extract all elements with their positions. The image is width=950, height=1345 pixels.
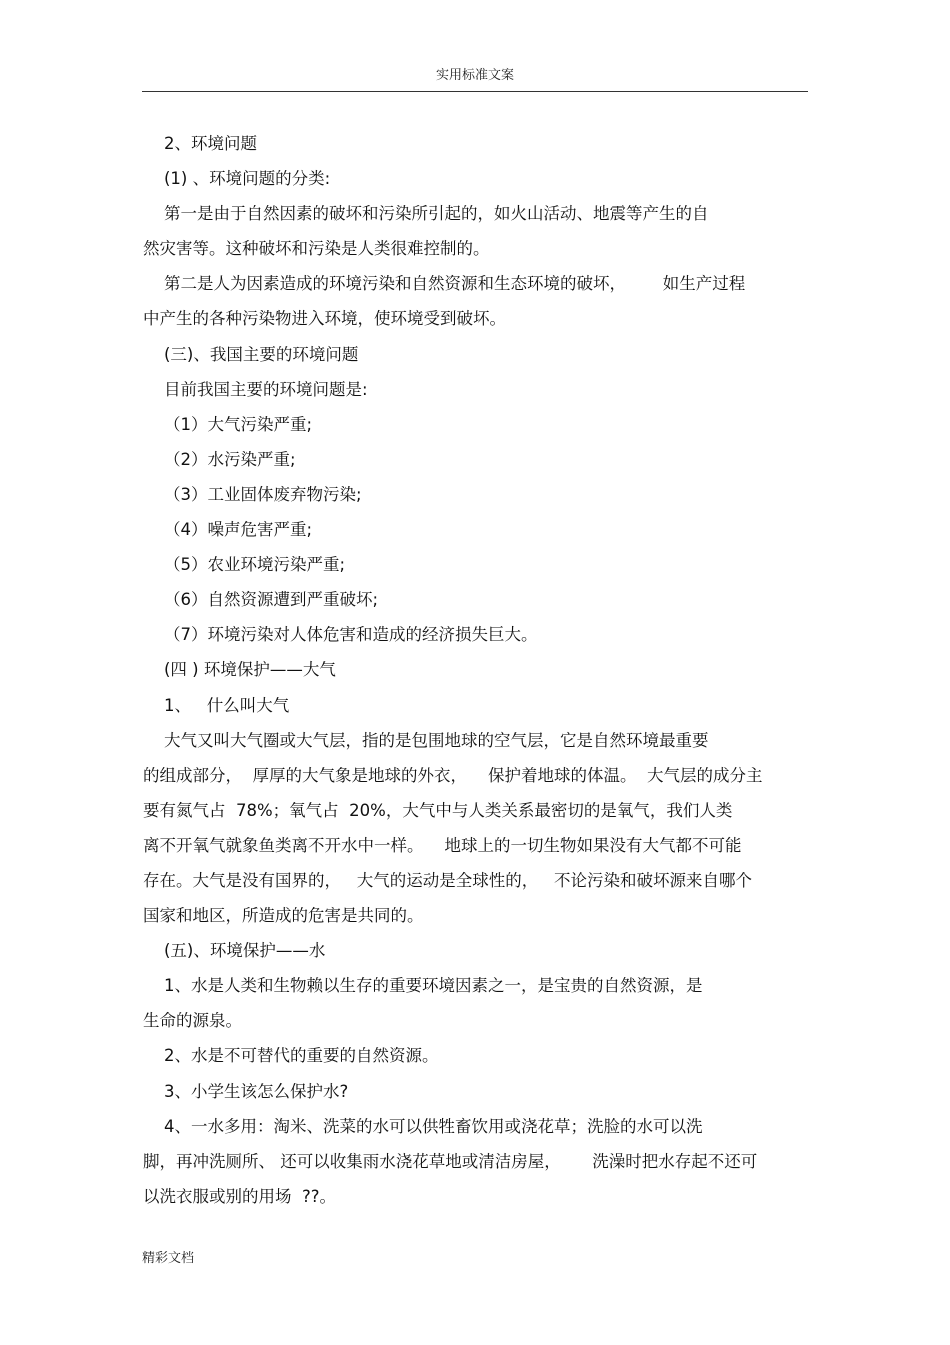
page-header: 实用标准文案 xyxy=(435,68,514,83)
text-line: (1) 、环境问题的分类: xyxy=(143,169,331,189)
text-line: 大气又叫大气圈或大气层，指的是包围地球的空气层，它是自然环境最重要 xyxy=(143,730,709,750)
text-line: 第一是由于自然因素的破坏和污染所引起的，如火山活动、地震等产生的自 xyxy=(143,204,709,224)
text-line: （2）水污染严重; xyxy=(143,449,296,469)
text-line: 存在。大气是没有国界的， 大气的运动是全球性的， 不论污染和破坏源来自哪个 xyxy=(143,870,752,890)
text-line: 国家和地区，所造成的危害是共同的。 xyxy=(143,906,424,926)
text-line: (五)、环境保护——水 xyxy=(143,941,326,961)
text-line: （3）工业固体废弃物污染; xyxy=(143,484,362,504)
text-line: 然灾害等。这种破坏和污染是人类很难控制的。 xyxy=(143,239,490,259)
text-line: (四 ) 环境保护——大气 xyxy=(143,660,336,680)
text-line: 1、 什么叫大气 xyxy=(143,695,290,715)
header-divider xyxy=(142,91,808,92)
text-line: 生命的源泉。 xyxy=(143,1011,242,1031)
text-line: 4、一水多用：淘米、洗菜的水可以供牲畜饮用或浇花草；洗脸的水可以洗 xyxy=(143,1116,703,1136)
text-line: （4）噪声危害严重; xyxy=(143,520,313,540)
text-line: 中产生的各种污染物进入环境，使环境受到破坏。 xyxy=(143,309,506,329)
text-line: 脚，再冲洗厕所、 还可以收集雨水浇花草地或清洁房屋， 洗澡时把水存起不还可 xyxy=(143,1151,758,1171)
text-line: 3、小学生该怎么保护水? xyxy=(143,1081,349,1101)
text-line: 的组成部分， 厚厚的大气象是地球的外衣， 保护着地球的体温。 大气层的成分主 xyxy=(143,765,763,785)
text-line: （5）农业环境污染严重; xyxy=(143,555,346,575)
text-line: （7）环境污染对人体危害和造成的经济损失巨大。 xyxy=(143,625,538,645)
text-line: 以洗衣服或别的用场 ??。 xyxy=(143,1186,337,1206)
text-line: 1、水是人类和生物赖以生存的重要环境因素之一，是宝贵的自然资源，是 xyxy=(143,976,703,996)
text-line: 2、水是不可替代的重要的自然资源。 xyxy=(143,1046,439,1066)
document-body xyxy=(143,126,808,1214)
text-line: 目前我国主要的环境问题是: xyxy=(143,379,368,399)
text-line: 第二是人为因素造成的环境污染和自然资源和生态环境的破坏， 如生产过程 xyxy=(143,274,746,294)
text-line: （1）大气污染严重; xyxy=(143,414,313,434)
text-line: 要有氮气占 78%；氧气占 20%，大气中与人类关系最密切的是氧气，我们人类 xyxy=(143,800,733,820)
text-line: 2、环境问题 xyxy=(143,134,257,153)
text-line: (三)、我国主要的环境问题 xyxy=(143,344,359,364)
text-line: 离不开氧气就象鱼类离不开水中一样。 地球上的一切生物如果没有大气都不可能 xyxy=(143,835,742,855)
text-line: （6）自然资源遭到严重破坏; xyxy=(143,590,379,610)
page-footer: 精彩文档 xyxy=(142,1251,195,1266)
